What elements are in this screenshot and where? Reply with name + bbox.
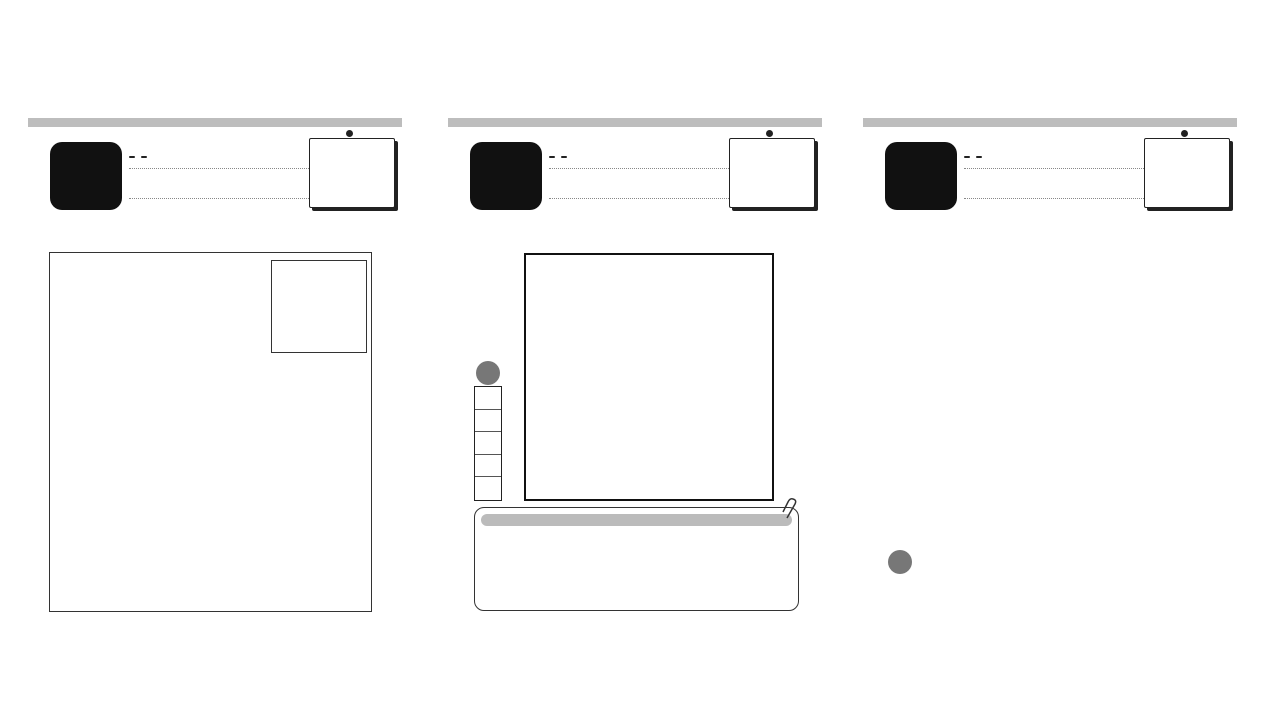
answer-label — [888, 550, 912, 574]
